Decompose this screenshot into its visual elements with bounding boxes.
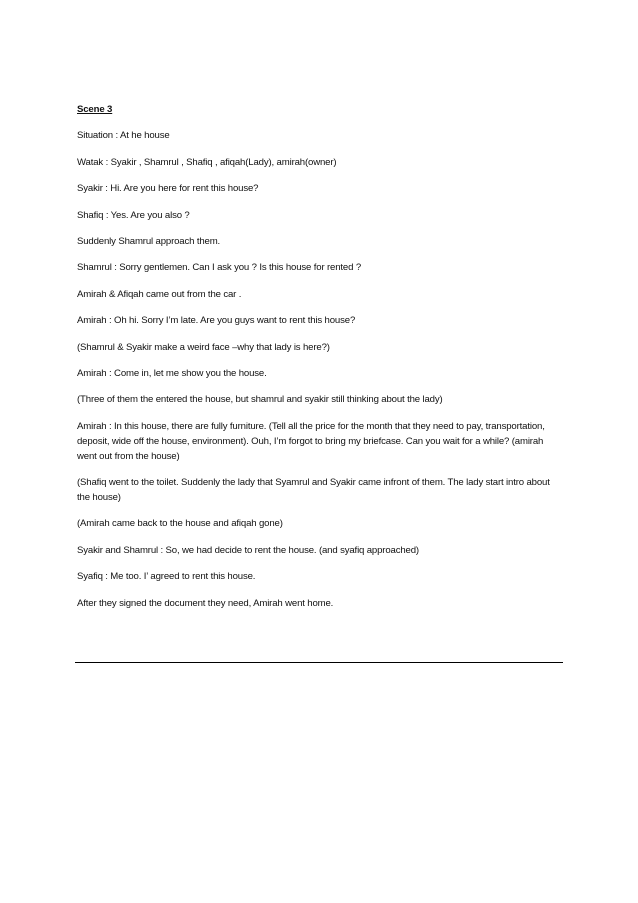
stage-direction: Amirah & Afiqah came out from the car . — [77, 288, 242, 300]
dialogue-line: Amirah : Come in, let me show you the house. — [77, 367, 267, 379]
stage-direction: (Three of them the entered the house, but shamrul and syakir still thinking about the lady) — [77, 394, 443, 406]
scene-heading: Scene 3 — [77, 104, 113, 115]
dialogue-line: Shafiq : Yes. Are you also ? — [77, 209, 190, 221]
document-body — [77, 102, 563, 622]
stage-direction: (Shafiq went to the toilet. Suddenly the lady that Syamrul and Syakir came infront of them. The lady start intro about the house) — [77, 477, 550, 504]
horizontal-rule — [75, 662, 563, 663]
paragraph-situation: Situation : At he house — [77, 130, 170, 142]
dialogue-line: Syafiq : Me too. I’ agreed to rent this house. — [77, 571, 256, 583]
dialogue-line: Amirah : In this house, there are fully furniture. (Tell all the price for the month that they need to pay, transportation, deposit, wide off the house, environment). Ouh, I’m forgot to bring my briefcase. Can you wait for a while? (amirah went out from the house) — [77, 420, 545, 462]
dialogue-line: Shamrul : Sorry gentlemen. Can I ask you ? Is this house for rented ? — [77, 262, 362, 274]
stage-direction: (Amirah came back to the house and afiqah gone) — [77, 518, 283, 530]
stage-direction: (Shamrul & Syakir make a weird face –why that lady is here?) — [77, 341, 330, 353]
dialogue-line: Syakir and Shamrul : So, we had decide to rent the house. (and syafiq approached) — [77, 544, 419, 556]
paragraph-cast: Watak : Syakir , Shamrul , Shafiq , afiqah(Lady), amirah(owner) — [77, 156, 337, 168]
closing-line: After they signed the document they need, Amirah went home. — [77, 597, 334, 609]
dialogue-line: Syakir : Hi. Are you here for rent this house? — [77, 183, 259, 195]
dialogue-line: Amirah : Oh hi. Sorry I’m late. Are you guys want to rent this house? — [77, 315, 356, 327]
stage-direction: Suddenly Shamrul approach them. — [77, 235, 221, 247]
